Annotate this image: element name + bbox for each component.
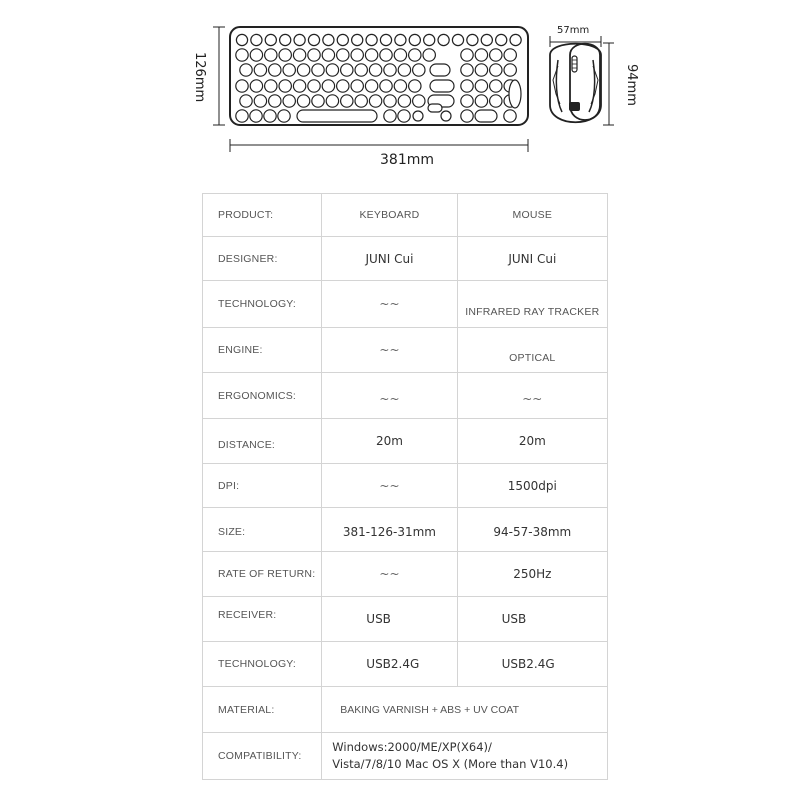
keyboard-key — [438, 34, 449, 45]
keyboard-key — [254, 64, 266, 76]
mouse-value: 94-57-38mm — [457, 508, 607, 552]
keyboard-key — [467, 34, 478, 45]
row-label: RATE OF RETURN: — [203, 552, 322, 597]
keyboard-key — [337, 80, 349, 92]
keyboard-key — [509, 80, 521, 108]
keyboard-key — [366, 34, 377, 45]
mouse-logo-icon — [569, 102, 580, 111]
keyboard-key — [430, 64, 450, 76]
keyboard-key — [323, 34, 334, 45]
keyboard-key — [265, 80, 277, 92]
keyboard-key — [293, 49, 305, 61]
keyboard-key — [409, 49, 421, 61]
table-row-distance — [203, 419, 608, 464]
keyboard-key — [496, 34, 507, 45]
keyboard-key — [265, 34, 276, 45]
mouse-value: USB — [457, 597, 607, 642]
keyboard-key — [250, 110, 262, 122]
mouse-value: 250Hz — [457, 552, 607, 597]
keyboard-key — [250, 49, 262, 61]
keyboard-key — [294, 34, 305, 45]
keyboard-key — [475, 49, 487, 61]
keyboard-value: 20m — [322, 419, 457, 464]
keyboard-key — [475, 80, 487, 92]
keyboard-key — [380, 34, 391, 45]
keyboard-key — [236, 34, 247, 45]
keyboard-key — [394, 80, 406, 92]
keyboard-key — [264, 110, 276, 122]
keyboard-key — [269, 64, 281, 76]
table-row-technology — [203, 281, 608, 328]
keyboard-key — [351, 49, 363, 61]
keyboard-key — [413, 95, 425, 107]
keyboard-key — [326, 64, 338, 76]
keyboard-key — [409, 80, 421, 92]
keyboard-width-label: 381mm — [380, 152, 434, 168]
row-label: ENGINE: — [203, 328, 322, 373]
keyboard-value: ~~ — [322, 328, 457, 373]
row-label: DPI: — [203, 464, 322, 508]
keyboard-key — [308, 34, 319, 45]
keyboard-key — [413, 111, 423, 121]
keyboard-key — [254, 95, 266, 107]
keyboard-key — [398, 95, 410, 107]
table-row-rate-of-return — [203, 552, 608, 597]
keyboard-key — [355, 95, 367, 107]
keyboard-value: USB — [322, 597, 457, 642]
keyboard-key — [269, 95, 281, 107]
row-label: MATERIAL: — [203, 687, 322, 733]
keyboard-key — [240, 64, 252, 76]
keyboard-key — [475, 110, 497, 122]
keyboard-key — [280, 34, 291, 45]
keyboard-key — [424, 34, 435, 45]
keyboard-value: ~~ — [322, 464, 457, 508]
keyboard-key — [490, 80, 502, 92]
keyboard-key — [326, 95, 338, 107]
keyboard-value: 381-126-31mm — [322, 508, 457, 552]
row-label: ERGONOMICS: — [203, 373, 322, 419]
keyboard-key — [251, 34, 262, 45]
keyboard-key — [352, 34, 363, 45]
keyboard-key — [490, 95, 502, 107]
row-label: RECEIVER: — [203, 597, 322, 642]
compatibility-line-1: Windows:2000/ME/XP(X64)/ — [332, 740, 492, 754]
keyboard-key — [504, 110, 516, 122]
keyboard-value: USB2.4G — [322, 642, 457, 687]
table-row-size — [203, 508, 608, 552]
row-label: DISTANCE: — [203, 419, 322, 464]
keyboard-key — [409, 34, 420, 45]
keyboard-value: JUNI Cui — [322, 237, 457, 281]
keyboard-key — [236, 110, 248, 122]
keyboard-key — [428, 104, 442, 112]
table-row-product — [203, 194, 608, 237]
keyboard-key — [475, 64, 487, 76]
keyboard-key — [398, 110, 410, 122]
row-label: PRODUCT: — [203, 194, 322, 237]
keyboard-key — [283, 64, 295, 76]
row-label: SIZE: — [203, 508, 322, 552]
keyboard-key — [337, 34, 348, 45]
keyboard-key — [293, 80, 305, 92]
keyboard-key — [441, 111, 451, 121]
mouse-value: OPTICAL — [457, 328, 607, 373]
keyboard-key — [504, 64, 516, 76]
keyboard-key — [461, 80, 473, 92]
keyboard-key — [240, 95, 252, 107]
keyboard-key — [461, 95, 473, 107]
mouse-value: 20m — [457, 419, 607, 464]
keyboard-key — [283, 95, 295, 107]
keyboard-value: KEYBOARD — [322, 194, 457, 237]
keyboard-key — [369, 64, 381, 76]
keyboard-key — [394, 49, 406, 61]
keyboard-key — [490, 49, 502, 61]
keyboard-key — [365, 80, 377, 92]
table-row-designer — [203, 237, 608, 281]
keyboard-key — [384, 110, 396, 122]
mouse-value: USB2.4G — [457, 642, 607, 687]
table-row-material — [203, 687, 608, 733]
keyboard-key — [461, 49, 473, 61]
keyboard-key — [380, 49, 392, 61]
keyboard-key — [452, 34, 463, 45]
mouse-width-label: 57mm — [557, 25, 590, 36]
keyboard-value: ~~ — [322, 373, 457, 419]
material-value: BAKING VARNISH + ABS + UV COAT — [322, 687, 608, 733]
keyboard-key — [236, 80, 248, 92]
keyboard-key — [481, 34, 492, 45]
mouse-value: 1500dpi — [457, 464, 607, 508]
keyboard-key — [461, 110, 473, 122]
keyboard-key — [341, 95, 353, 107]
keyboard-key — [384, 64, 396, 76]
mouse-value: MOUSE — [457, 194, 607, 237]
keyboard-key — [355, 64, 367, 76]
keyboard-height-label: 126mm — [192, 52, 207, 103]
keyboard-key — [413, 64, 425, 76]
keyboard-key — [279, 80, 291, 92]
keyboard-key — [490, 64, 502, 76]
keyboard-value: ~~ — [322, 281, 457, 328]
row-label: COMPATIBILITY: — [203, 733, 322, 780]
compatibility-line-2: Vista/7/8/10 Mac OS X (More than V10.4) — [332, 757, 569, 771]
keyboard-value: ~~ — [322, 552, 457, 597]
keyboard-key — [308, 80, 320, 92]
keyboard-key — [430, 80, 454, 92]
mouse-value: ~~ — [457, 373, 607, 419]
keyboard-key — [312, 95, 324, 107]
keyboard-key — [510, 34, 521, 45]
table-row-engine — [203, 328, 608, 373]
table-row-technology-2 — [203, 642, 608, 687]
keyboard-key — [504, 49, 516, 61]
keyboard-key — [279, 49, 291, 61]
keyboard-key — [308, 49, 320, 61]
keyboard-key — [369, 95, 381, 107]
keyboard-key — [322, 49, 334, 61]
table-row-ergonomics — [203, 373, 608, 419]
table-row-dpi — [203, 464, 608, 508]
keyboard-key — [365, 49, 377, 61]
keyboard-key — [475, 95, 487, 107]
keyboard-key — [395, 34, 406, 45]
keyboard-key — [322, 80, 334, 92]
table-row-compatibility — [203, 733, 608, 780]
mouse-height-label: 94mm — [624, 64, 639, 106]
row-label: DESIGNER: — [203, 237, 322, 281]
keyboard-key — [351, 80, 363, 92]
row-label: TECHNOLOGY: — [203, 642, 322, 687]
keyboard-key — [380, 80, 392, 92]
mouse-value: INFRARED RAY TRACKER — [457, 281, 607, 328]
keyboard-key — [297, 64, 309, 76]
keyboard-key — [384, 95, 396, 107]
keyboard-key — [250, 80, 262, 92]
keyboard-key — [297, 95, 309, 107]
table-row-receiver — [203, 597, 608, 642]
keyboard-key — [297, 110, 377, 122]
keyboard-key — [278, 110, 290, 122]
keyboard-key — [341, 64, 353, 76]
keyboard-key — [312, 64, 324, 76]
keyboard-key — [337, 49, 349, 61]
keyboard-key — [398, 64, 410, 76]
keyboard-key — [423, 49, 435, 61]
mouse-value: JUNI Cui — [457, 237, 607, 281]
compatibility-value — [322, 733, 608, 780]
row-label: TECHNOLOGY: — [203, 281, 322, 328]
spec-table — [202, 193, 608, 780]
keyboard-key — [236, 49, 248, 61]
keyboard-key — [265, 49, 277, 61]
dimension-diagram — [0, 0, 800, 180]
keyboard-key — [461, 64, 473, 76]
